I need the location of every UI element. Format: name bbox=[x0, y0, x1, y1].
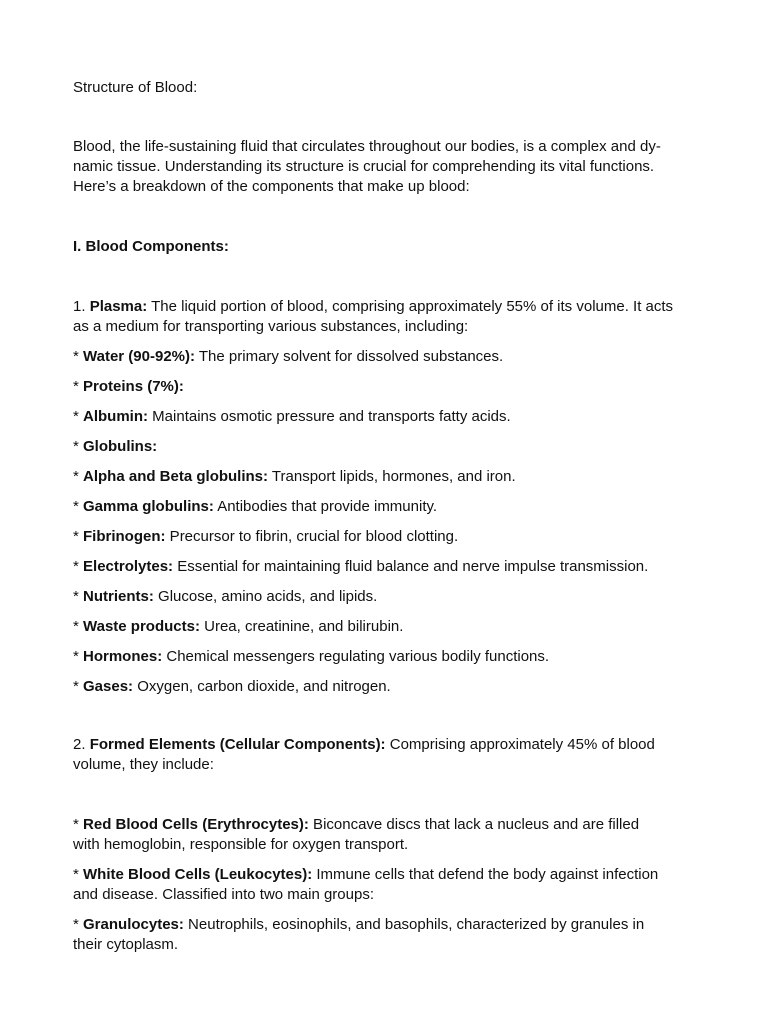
list-item bbox=[73, 915, 644, 935]
document-title: Structure of Blood: bbox=[73, 79, 198, 96]
item-desc: Maintains osmotic pressure and transports fatty acids. bbox=[148, 408, 511, 425]
item-term: Proteins (7%): bbox=[83, 378, 184, 395]
bullet-prefix: * bbox=[73, 438, 84, 455]
item-term: Gases: bbox=[83, 678, 134, 695]
bullet-prefix: * bbox=[73, 678, 84, 695]
bullet-prefix: * bbox=[73, 816, 84, 833]
list-item bbox=[73, 677, 391, 697]
list-item bbox=[73, 557, 648, 577]
item-term: Gamma globulins: bbox=[83, 498, 214, 515]
item-desc: Chemical messengers regulating various bodily functions. bbox=[162, 648, 550, 665]
list-item bbox=[73, 617, 403, 637]
item-term: Red Blood Cells (Erythrocytes): bbox=[83, 816, 309, 833]
list-item bbox=[73, 865, 658, 885]
item-desc: Immune cells that defend the body against infection bbox=[312, 866, 659, 883]
bullet-prefix: * bbox=[73, 498, 84, 515]
bullet-prefix: * bbox=[73, 558, 84, 575]
item-term: Hormones: bbox=[83, 648, 163, 665]
list-item-continued: their cytoplasm. bbox=[73, 936, 179, 953]
bullet-prefix: * bbox=[73, 378, 84, 395]
formed-elements-paragraph bbox=[73, 735, 655, 755]
list-item bbox=[73, 347, 503, 367]
item-term: Albumin: bbox=[83, 408, 149, 425]
list-item bbox=[73, 437, 157, 457]
bullet-prefix: * bbox=[73, 588, 84, 605]
list-item bbox=[73, 407, 511, 427]
item-desc: Transport lipids, hormones, and iron. bbox=[268, 468, 516, 485]
section-heading: I. Blood Components: bbox=[73, 238, 229, 255]
bullet-prefix: * bbox=[73, 866, 84, 883]
bullet-prefix: * bbox=[73, 348, 84, 365]
item-number: 1. bbox=[73, 298, 90, 315]
item-desc: The primary solvent for dissolved substances. bbox=[195, 348, 504, 365]
item-term: Nutrients: bbox=[83, 588, 154, 605]
item-desc: Glucose, amino acids, and lipids. bbox=[153, 588, 378, 605]
bullet-prefix: * bbox=[73, 648, 84, 665]
bullet-prefix: * bbox=[73, 618, 84, 635]
item-term: Electrolytes: bbox=[83, 558, 174, 575]
formed-elements-term: Formed Elements (Cellular Components): bbox=[89, 736, 386, 753]
item-term: Fibrinogen: bbox=[83, 528, 166, 545]
bullet-prefix: * bbox=[73, 528, 84, 545]
item-desc: Antibodies that provide immunity. bbox=[213, 498, 438, 515]
plasma-paragraph bbox=[73, 297, 673, 317]
plasma-desc: The liquid portion of blood, comprising approximately 55% of its volume. It acts bbox=[147, 298, 674, 315]
item-desc: Urea, creatinine, and bilirubin. bbox=[199, 618, 404, 635]
item-term: Water (90-92%): bbox=[83, 348, 195, 365]
item-term: White Blood Cells (Leukocytes): bbox=[83, 866, 313, 883]
list-item bbox=[73, 497, 437, 517]
list-item-continued: with hemoglobin, responsible for oxygen transport. bbox=[73, 836, 409, 853]
item-term: Waste products: bbox=[83, 618, 200, 635]
list-item bbox=[73, 527, 458, 547]
formed-elements-desc-continued: volume, they include: bbox=[73, 756, 214, 773]
item-desc: Biconcave discs that lack a nucleus and are filled bbox=[308, 816, 640, 833]
list-item bbox=[73, 467, 516, 487]
list-item bbox=[73, 587, 377, 607]
plasma-term: Plasma: bbox=[89, 298, 148, 315]
item-desc: Essential for maintaining fluid balance and nerve impulse transmission. bbox=[173, 558, 649, 575]
list-item bbox=[73, 815, 639, 835]
item-desc: Neutrophils, eosinophils, and basophils, characterized by granules in bbox=[183, 916, 645, 933]
intro-line: Blood, the life-sustaining fluid that circulates throughout our bodies, is a complex and dy- bbox=[73, 138, 661, 155]
item-desc: Precursor to fibrin, crucial for blood clotting. bbox=[165, 528, 459, 545]
item-term: Globulins: bbox=[83, 438, 158, 455]
bullet-prefix: * bbox=[73, 468, 84, 485]
bullet-prefix: * bbox=[73, 916, 84, 933]
intro-line: Here’s a breakdown of the components that make up blood: bbox=[73, 178, 470, 195]
list-item-continued: and disease. Classified into two main groups: bbox=[73, 886, 374, 903]
list-item bbox=[73, 377, 184, 397]
list-item bbox=[73, 647, 549, 667]
bullet-prefix: * bbox=[73, 408, 84, 425]
intro-line: namic tissue. Understanding its structure is crucial for comprehending its vital functions. bbox=[73, 158, 655, 175]
item-term: Granulocytes: bbox=[83, 916, 184, 933]
item-desc: Oxygen, carbon dioxide, and nitrogen. bbox=[133, 678, 391, 695]
item-term: Alpha and Beta globulins: bbox=[83, 468, 269, 485]
plasma-desc-continued: as a medium for transporting various substances, including: bbox=[73, 318, 469, 335]
item-number: 2. bbox=[73, 736, 90, 753]
formed-elements-desc: Comprising approximately 45% of blood bbox=[385, 736, 655, 753]
